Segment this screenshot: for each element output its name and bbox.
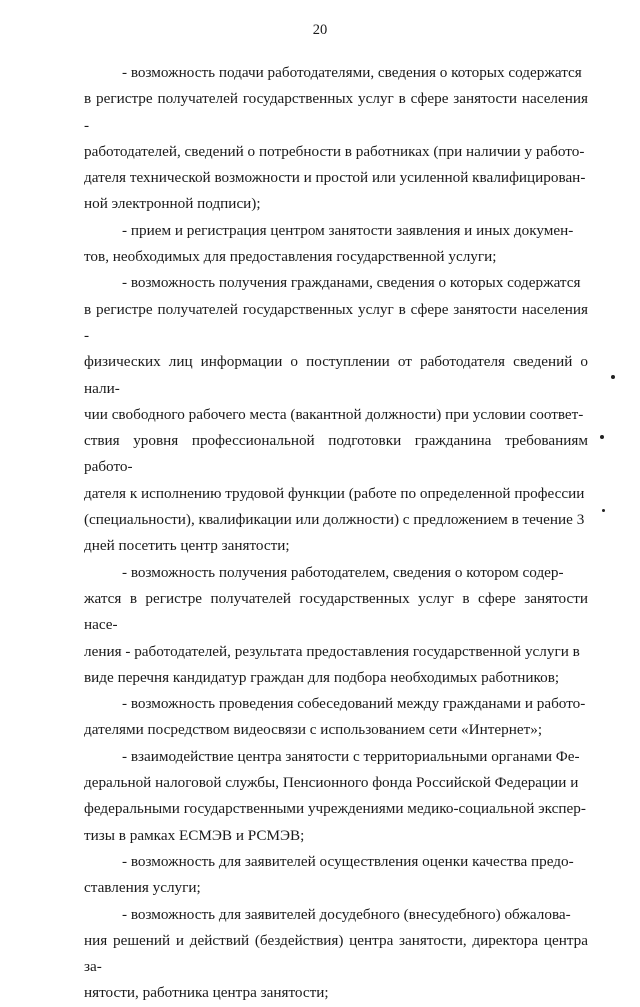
- scan-speck: [602, 509, 605, 512]
- paragraph-video-interviews: - возможность проведения собеседований между гражданами и работо- дателями посредством видеосвязи с использованием сети «Интернет»;: [84, 695, 586, 739]
- paragraph-employer-vacancy-submission: - возможность подачи работодателями, сведения о которых содержатся в регистре получателей государственных услуг в сфере занятости населения - работодателей, сведений о потребности в работниках (при наличии у работо- дателя технической возможности и простой или усиленной квалифицирован- ной электронной подписи);: [84, 64, 588, 213]
- scan-speck: [600, 435, 604, 439]
- paragraph-agency-interaction: - взаимодействие центра занятости с территориальными органами Фе- деральной налоговой службы, Пенсионного фонда Российской Федерации и федеральными государственными учреждениями медико-социальной экспер- тизы в рамках ЕСМЭВ и РСМЭВ;: [84, 747, 586, 844]
- paragraph-employer-candidate-list: - возможность получения работодателем, сведения о котором содер- жатся в регистре получателей государственных услуг в сфере занятости насе- ления - работодателей, результата предоставления государственной услуги в виде перечня кандидатур граждан для подбора необходимых работников;: [84, 563, 588, 686]
- scan-speck: [611, 375, 615, 379]
- paragraph-application-registration: - прием и регистрация центром занятости заявления и иных докумен- тов, необходимых для предоставления государственной услуги;: [84, 221, 574, 266]
- page-number: 20: [312, 22, 328, 38]
- document-body: [84, 60, 588, 1007]
- paragraph-quality-assessment: - возможность для заявителей осуществления оценки качества предо- ставления услуги;: [84, 852, 574, 897]
- paragraph-citizen-vacancy-info: - возможность получения гражданами, сведения о которых содержатся в регистре получателей государственных услуг в сфере занятости населения - физических лиц информации о поступлении от работодателя сведений о нали- чии свободного рабочего места (вакантной должности) при условии соответ- ствия уровня профессиональной подготовки гражданина требованиям работо- дателя к исполнению трудовой функции (работе по определенной профессии (специальности), квалификации или должности) с предложением в течение 3 дней посетить центр занятости;: [84, 274, 588, 555]
- paragraph-pretrial-appeal: - возможность для заявителей досудебного (внесудебного) обжалова- ния решений и действий (бездействия) центра занятости, директора центра за- нятости, работника центра занятости;: [84, 905, 588, 1002]
